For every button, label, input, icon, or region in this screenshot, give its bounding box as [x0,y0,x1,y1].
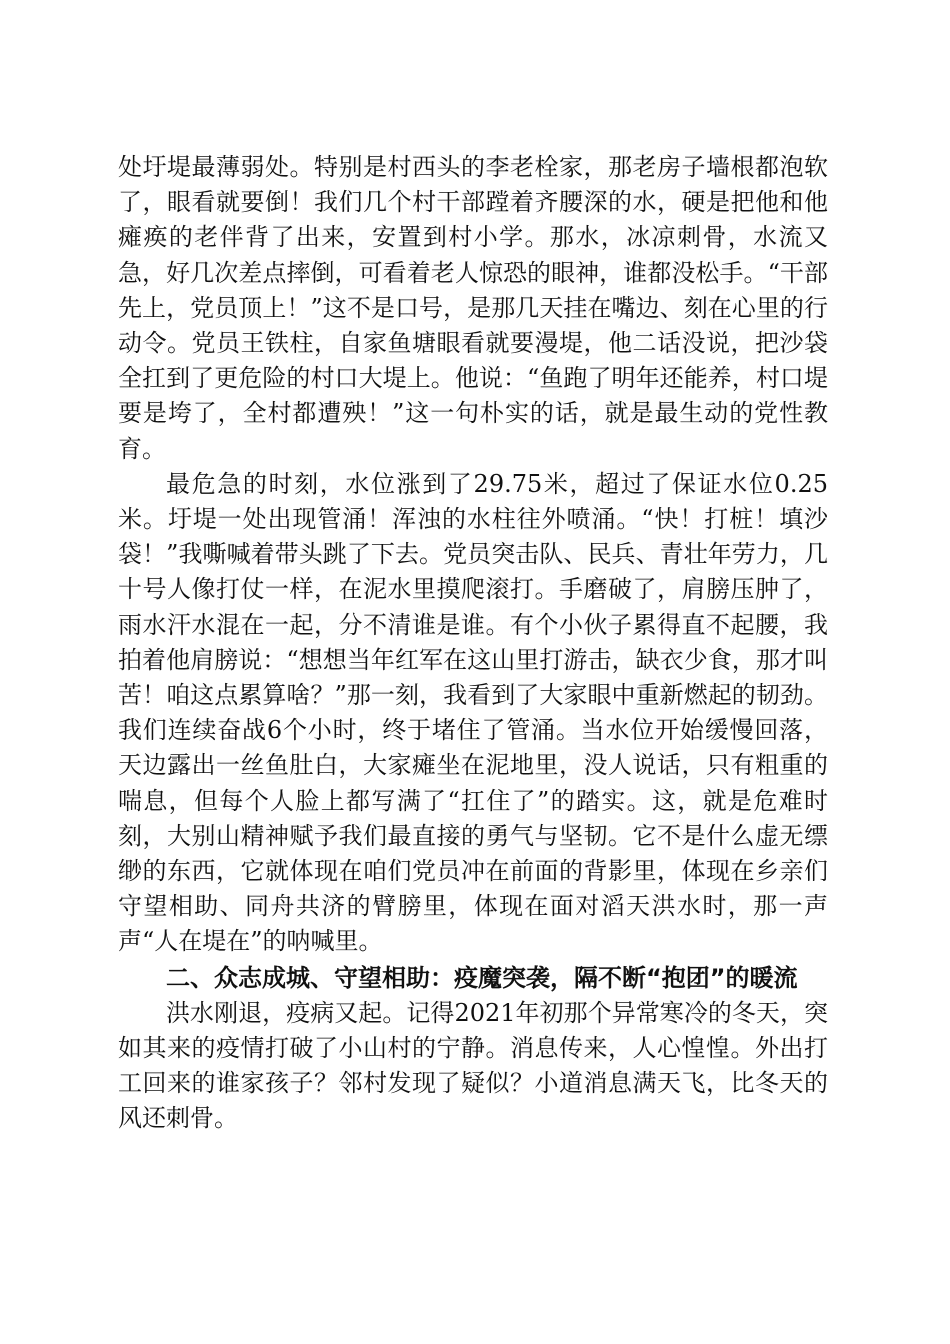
paragraph-continuation: 处圩堤最薄弱处。特别是村西头的李老栓家，那老房子墙根都泡软了，眼看就要倒！我们几个村干部蹚着齐腰深的水，硬是把他和他瘫痪的老伴背了出来，安置到村小学。那水，冰凉刺骨，水流又急，好几次差点摔倒，可看着老人惊恐的眼神，谁都没松手。“干部先上，党员顶上！”这不是口号，是那几天挂在嘴边、刻在心里的行动令。党员王铁柱，自家鱼塘眼看就要漫堤，他二话没说，把沙袋全扛到了更危险的村口大堤上。他说：“鱼跑了明年还能养，村口堤要是垮了，全村都遭殃！”这一句朴实的话，就是最生动的党性教育。 [118,153,828,463]
document-body [118,150,828,1136]
paragraph-epidemic: 洪水刚退，疫病又起。记得2021年初那个异常寒冷的冬天，突如其来的疫情打破了小山村的宁静。消息传来，人心惶惶。外出打工回来的谁家孩子？邻村发现了疑似？小道消息满天飞，比冬天的风还刺骨。 [118,998,828,1133]
section-heading: 二、众志成城、守望相助：疫魔突袭，隔不断“抱团”的暖流 [166,963,798,992]
paragraph-flood-peak: 最危急的时刻，水位涨到了29.75米，超过了保证水位0.25米。圩堤一处出现管涌！浑浊的水柱往外喷涌。“快！打桩！填沙袋！”我嘶喊着带头跳了下去。党员突击队、民兵、青壮年劳力，几十号人像打仗一样，在泥水里摸爬滚打。手磨破了，肩膀压肿了，雨水汗水混在一起，分不清谁是谁。有个小伙子累得直不起腰，我拍着他肩膀说：“想想当年红军在这山里打游击，缺衣少食，那才叫苦！咱这点累算啥？”那一刻，我看到了大家眼中重新燃起的韧劲。我们连续奋战6个小时，终于堵住了管涌。当水位开始缓慢回落，天边露出一丝鱼肚白，大家瘫坐在泥地里，没人说话，只有粗重的喘息，但每个人脸上都写满了“扛住了”的踏实。这，就是危难时刻，大别山精神赋予我们最直接的勇气与坚韧。它不是什么虚无缥缈的东西，它就体现在咱们党员冲在前面的背影里，体现在乡亲们守望相助、同舟共济的臂膀里，体现在面对滔天洪水时，那一声声“人在堤在”的呐喊里。 [118,469,828,956]
